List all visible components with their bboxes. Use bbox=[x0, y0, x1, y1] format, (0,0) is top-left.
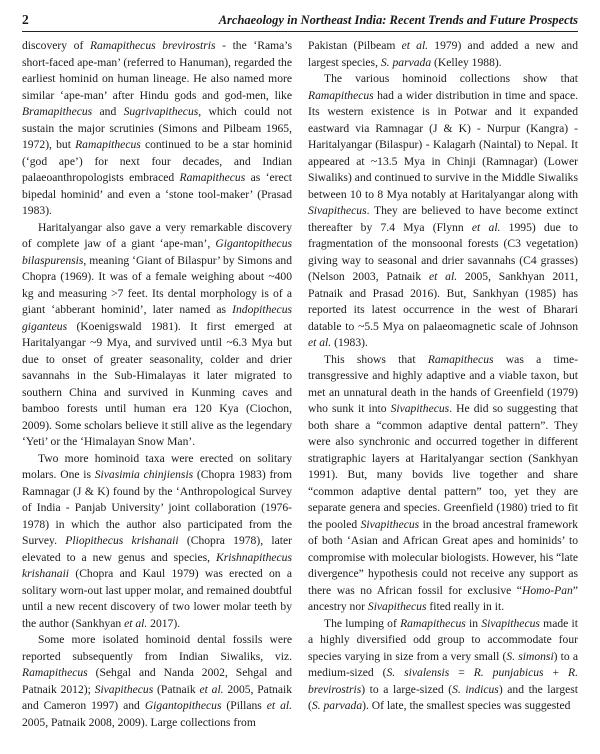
paragraph: The various hominoid collections show that Ramapithecus had a wider distribution in time and space. Its western existence is in Potwar and it expanded eastward via Ramnagar (J & K) - Nurpur (Kangra) - Haritalyangar (Bilaspur) - Kalagarh (Naintal) to Nepal. It appeared at ~13.5 Mya in Chinji (Ramnagar) (Lower Siwaliks) and continued to survive in the Middle Siwaliks between 10 to 8 Mya notably at Haritalyangar along with Sivapithecus. They are believed to have become extinct thereafter by 7.4 Mya (Flynn et al. 1995) due to fragmentation of the monsoonal forests (C3 vegetation) giving way to seasonal and drier savannahs (C4 grasses) (Nelson 2003, Patnaik et al. 2005, Sankhyan 2011, Patnaik and Prasad 2016). But, Sankhyan (1985) has reported its latest occurrence in the west of Bharari datable to ~5.5 Mya on palaeomagnetic scale of Johnson et al. (1983). bbox=[308, 72, 578, 349]
paragraph: Two more hominoid taxa were erected on solitary molars. One is Sivasimia chinjiensis (Chopra 1983) from Ramnagar (J & K) found by the ‘Anthropological Survey of India - Panjab University’ joint collaboration (1976-1978) in which the author also participated from the Survey. Pliopithecus krishanaii (Chopra 1978), later elevated to a new genus and species, Krishnapithecus krishanaii (Chopra and Kaul 1979) was erected on a solitary worn-out last upper molar, and remained doubtful until a new recent discovery of two lower molar teeth by the author (Sankhyan et al. 2017). bbox=[22, 451, 292, 630]
left-column bbox=[22, 38, 292, 731]
paragraph: Pakistan (Pilbeam et al. 1979) and added a new and largest species, S. parvada (Kelley 1988). bbox=[308, 39, 579, 69]
page-number: 2 bbox=[22, 12, 29, 27]
right-column bbox=[308, 38, 578, 731]
paragraph: discovery of Ramapithecus brevirostris - the ‘Rama’s short-faced ape-man’ (referred to Hanuman), regarded the earliest hominid on human lineage. He also named more similar ‘ape-man’ after Hindu gods and god-men, like Bramapithecus and Sugrivapithecus, which could not sustain the major scrutinies (Simons and Pilbeam 1965, 1972), but Ramapithecus continued to be a star hominid (‘god ape’) for next four decades, and Indian palaeoanthropologists embraced Ramapithecus as ‘erect bipedal hominid’ and even a ‘stone tool-maker’ (Prasad 1983). bbox=[22, 39, 292, 217]
paragraph: Haritalyangar also gave a very remarkable discovery of complete jaw of a giant ‘ape-man’, Gigantopithecus bilaspurensis, meaning ‘Giant of Bilaspur’ by Simons and Chopra (1969). It was of a female weighing about ~400 kg and measuring >7 feet. Its dental morphology is of a giant ‘abberant hominid’, later named as Indopithecus giganteus (Koenigswald 1981). It first emerged at Haritalyangar ~9 Mya, and survived until ~6.3 Mya but due to onset of greater seasonality, colder and drier savannahs in the Sub-Himalayas it later migrated to southern China and survived in Kunming caves and bamboo forests until human era 120 Kya (Ciochon, 2009). Some scholars believe it still alive as the legendary ‘Yeti’ or the ‘Himalayan Snow Man’. bbox=[22, 220, 292, 448]
paragraph: This shows that Ramapithecus was a time-transgressive and highly adaptive and a viable taxon, but met an unnatural death in the hands of Greenfield (1979) who sunk it into Sivapithecus. He did so suggesting that both share a “common adaptive dental pattern”. They were also synchronic and occurred together in different stratigraphic layers at Haritalyangar section (Sankhyan 1991). But, many bovids live together and share “common adaptive dental pattern” too, yet they are separate genera and species. Greenfield (1980) tried to fit the pooled Sivapithecus in the broad ancestral framework of both ‘Asian and African Great apes and hominids’ to compromise with molecular biologists. However, his “late divergence” hypothesis could not receive any support as there was no African fossil for exclusive “Homo-Pan” ancestry nor Sivapithecus fited really in it. bbox=[308, 352, 578, 613]
page-header bbox=[22, 12, 578, 32]
running-title: Archaeology in Northeast India: Recent Trends and Future Prospects bbox=[218, 13, 578, 27]
paragraph: Some more isolated hominoid dental fossils were reported subsequently from Indian Siwaliks, viz. Ramapithecus (Sehgal and Nanda 2002, Sehgal and Patnaik 2012); Sivapithecus (Patnaik et al. 2005, Patnaik and Cameron 1997) and Gigantopithecus (Pillans et al. 2005, Patnaik 2008, 2009). Large collections from bbox=[22, 633, 293, 729]
paragraph: The lumping of Ramapithecus in Sivapithecus made it a highly diversified odd group to accommodate four species varying in size from a very small (S. simonsi) to a medium-sized (S. sivalensis = R. punjabicus + R. brevirostris) to a large-sized (S. indicus) and the largest (S. parvada). Of late, the smallest species was suggested bbox=[308, 616, 578, 712]
body-columns bbox=[22, 38, 578, 731]
